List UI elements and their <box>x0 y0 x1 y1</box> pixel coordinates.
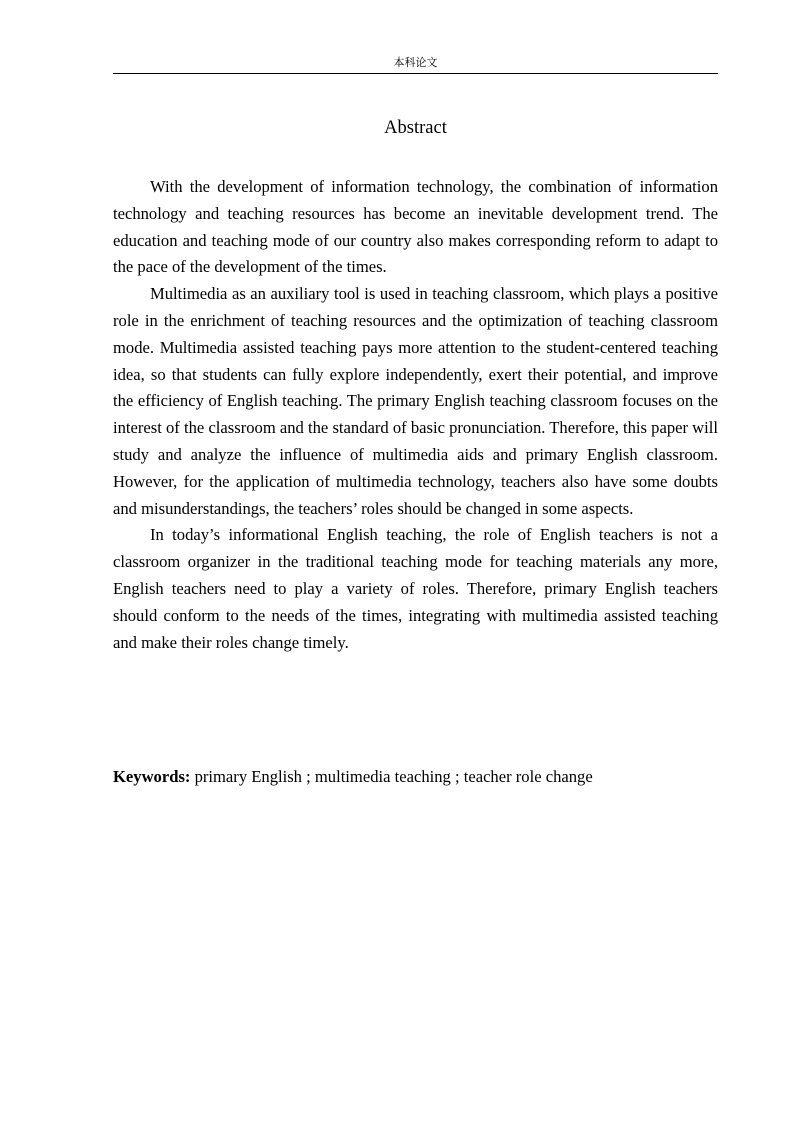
keywords-text: primary English ; multimedia teaching ; teacher role change <box>194 767 593 786</box>
abstract-paragraph-2: Multimedia as an auxiliary tool is used in teaching classroom, which plays a positive role in the enrichment of teaching resources and the optimization of teaching classroom mode. Multimedia assisted teaching pays more attention to the student-centered teaching idea, so that students can fully explore independently, exert their potential, and improve the efficiency of English teaching. The primary English teaching classroom focuses on the interest of the classroom and the standard of basic pronunciation. Therefore, this paper will study and analyze the influence of multimedia aids and primary English classroom. However, for the application of multimedia technology, teachers also have some doubts and misunderstandings, the teachers’ roles should be changed in some aspects. <box>113 284 718 518</box>
abstract-title: Abstract <box>384 118 447 138</box>
keywords-line <box>113 764 718 791</box>
keywords-label: Keywords: <box>113 767 191 786</box>
header-rule <box>113 73 718 74</box>
running-header: 本科论文 <box>393 56 438 69</box>
abstract-paragraph-3: In today’s informational English teaching, the role of English teachers is not a classroom organizer in the traditional teaching mode for teaching materials any more, English teachers need to play a variety of roles. Therefore, primary English teachers should conform to the needs of the times, integrating with multimedia assisted teaching and make their roles change timely. <box>113 525 718 652</box>
abstract-body <box>113 174 718 656</box>
abstract-paragraph-1: With the development of information technology, the combination of information technology and teaching resources has become an inevitable development trend. The education and teaching mode of our country also makes corresponding reform to adapt to the pace of the development of the times. <box>113 177 718 277</box>
